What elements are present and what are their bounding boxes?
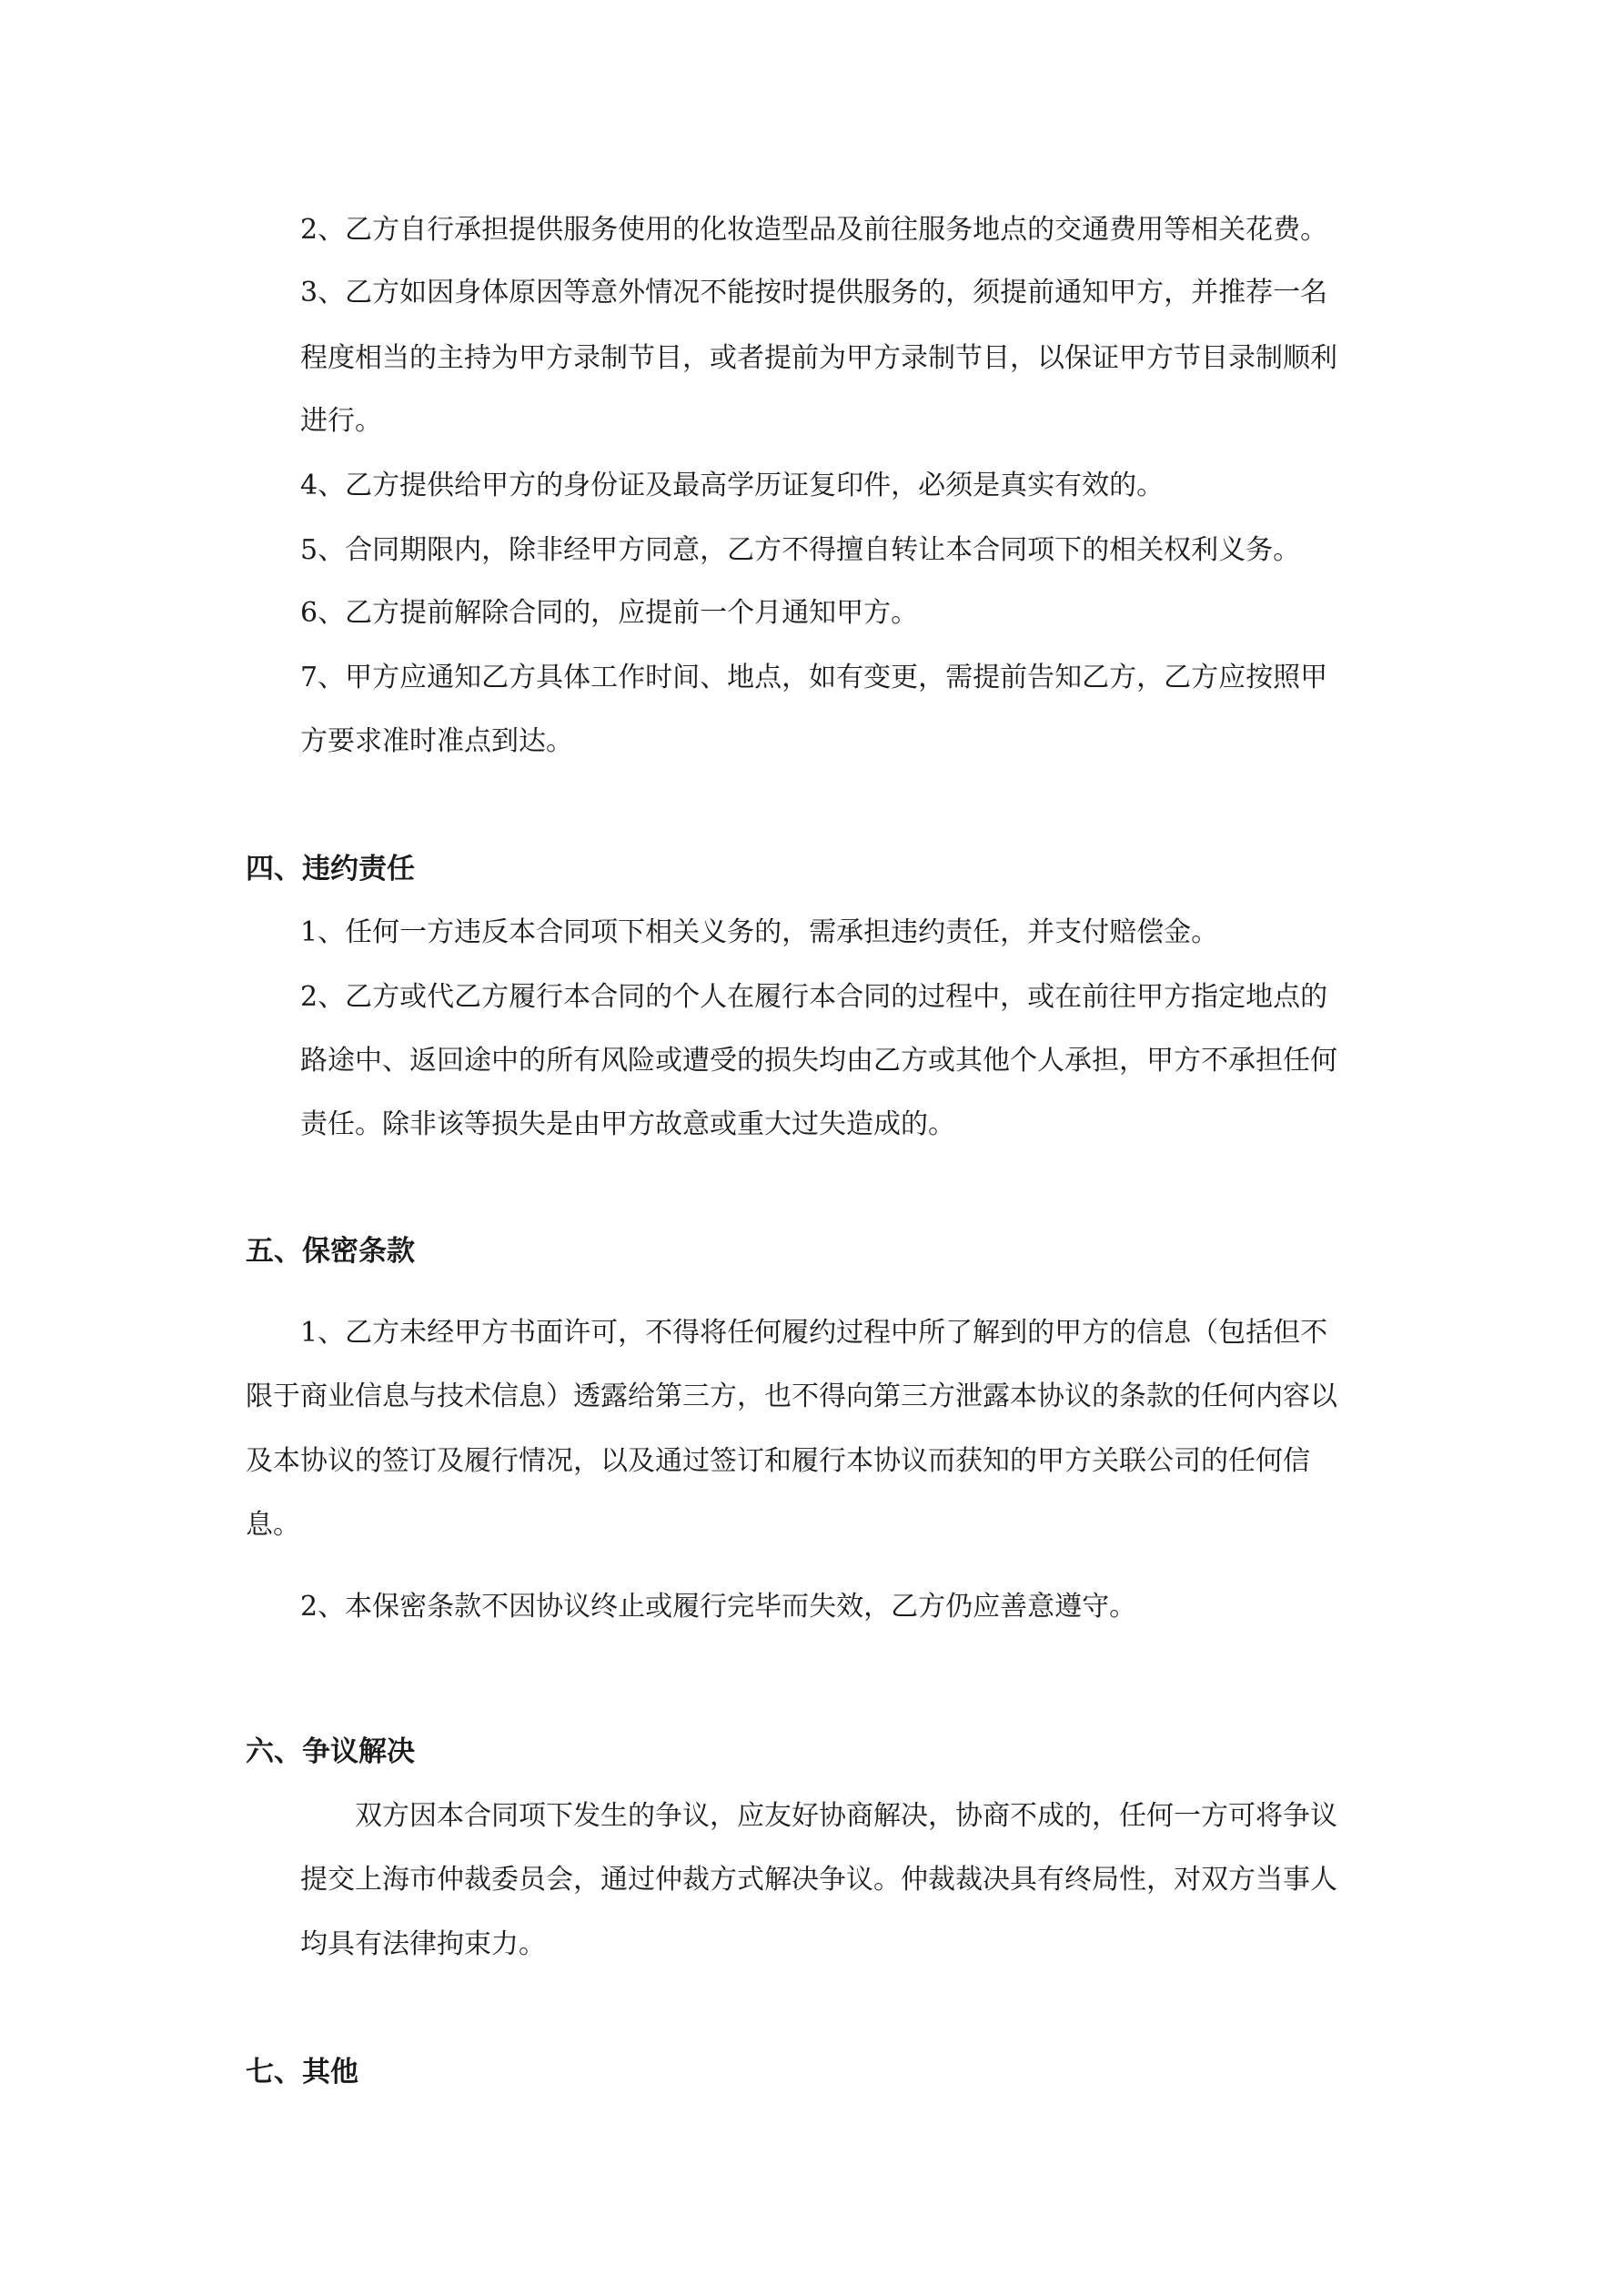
clause-3-7-line1: 7、甲方应通知乙方具体工作时间、地点，如有变更，需提前告知乙方，乙方应按照甲 (300, 662, 1328, 693)
clause-5-1-line3: 及本协议的签订及履行情况，以及通过签订和履行本协议而获知的甲方关联公司的任何信 (246, 1445, 1310, 1477)
clause-5-1-line1: 1、乙方未经甲方书面许可，不得将任何履约过程中所了解到的甲方的信息（包括但不 (300, 1317, 1328, 1349)
section-5-heading: 五、保密条款 (246, 1235, 415, 1268)
clause-3-5: 5、合同期限内，除非经甲方同意，乙方不得擅自转让本合同项下的相关权利义务。 (300, 534, 1301, 566)
clause-3-6: 6、乙方提前解除合同的，应提前一个月通知甲方。 (300, 597, 919, 629)
dispute-line1: 双方因本合同项下发生的争议，应友好协商解决，协商不成的，任何一方可将争议 (355, 1800, 1337, 1832)
clause-5-1-line2: 限于商业信息与技术信息）透露给第三方，也不得向第三方泄露本协议的条款的任何内容以 (246, 1381, 1337, 1412)
dispute-line2: 提交上海市仲裁委员会，通过仲裁方式解决争议。仲裁裁决具有终局性，对双方当事人 (300, 1864, 1337, 1896)
section-6-heading: 六、争议解决 (246, 1735, 415, 1768)
dispute-line3: 均具有法律拘束力。 (300, 1928, 546, 1960)
clause-3-3-line2: 程度相当的主持为甲方录制节目，或者提前为甲方录制节目，以保证甲方节目录制顺利 (300, 342, 1337, 374)
clause-4-2-line2: 路途中、返回途中的所有风险或遭受的损失均由乙方或其他个人承担，甲方不承担任何 (300, 1045, 1337, 1077)
clause-3-7-line2: 方要求准时准点到达。 (300, 725, 573, 757)
clause-3-2: 2、乙方自行承担提供服务使用的化妆造型品及前往服务地点的交通费用等相关花费。 (300, 214, 1328, 246)
clause-3-4: 4、乙方提供给甲方的身份证及最高学历证复印件，必须是真实有效的。 (300, 470, 1165, 501)
clause-3-3-line1: 3、乙方如因身体原因等意外情况不能按时提供服务的，须提前通知甲方，并推荐一名 (300, 277, 1328, 308)
clause-5-1-line4: 息。 (246, 1509, 300, 1541)
clause-4-1: 1、任何一方违反本合同项下相关义务的，需承担违约责任，并支付赔偿金。 (300, 916, 1219, 948)
section-7-heading: 七、其他 (246, 2056, 358, 2089)
clause-4-2-line3: 责任。除非该等损失是由甲方故意或重大过失造成的。 (300, 1108, 955, 1140)
clause-5-2: 2、本保密条款不因协议终止或履行完毕而失效，乙方仍应善意遵守。 (300, 1591, 1137, 1623)
clause-3-3-line3: 进行。 (300, 405, 382, 437)
clause-4-2-line1: 2、乙方或代乙方履行本合同的个人在履行本合同的过程中，或在前往甲方指定地点的 (300, 981, 1328, 1013)
section-4-heading: 四、违约责任 (246, 853, 415, 885)
